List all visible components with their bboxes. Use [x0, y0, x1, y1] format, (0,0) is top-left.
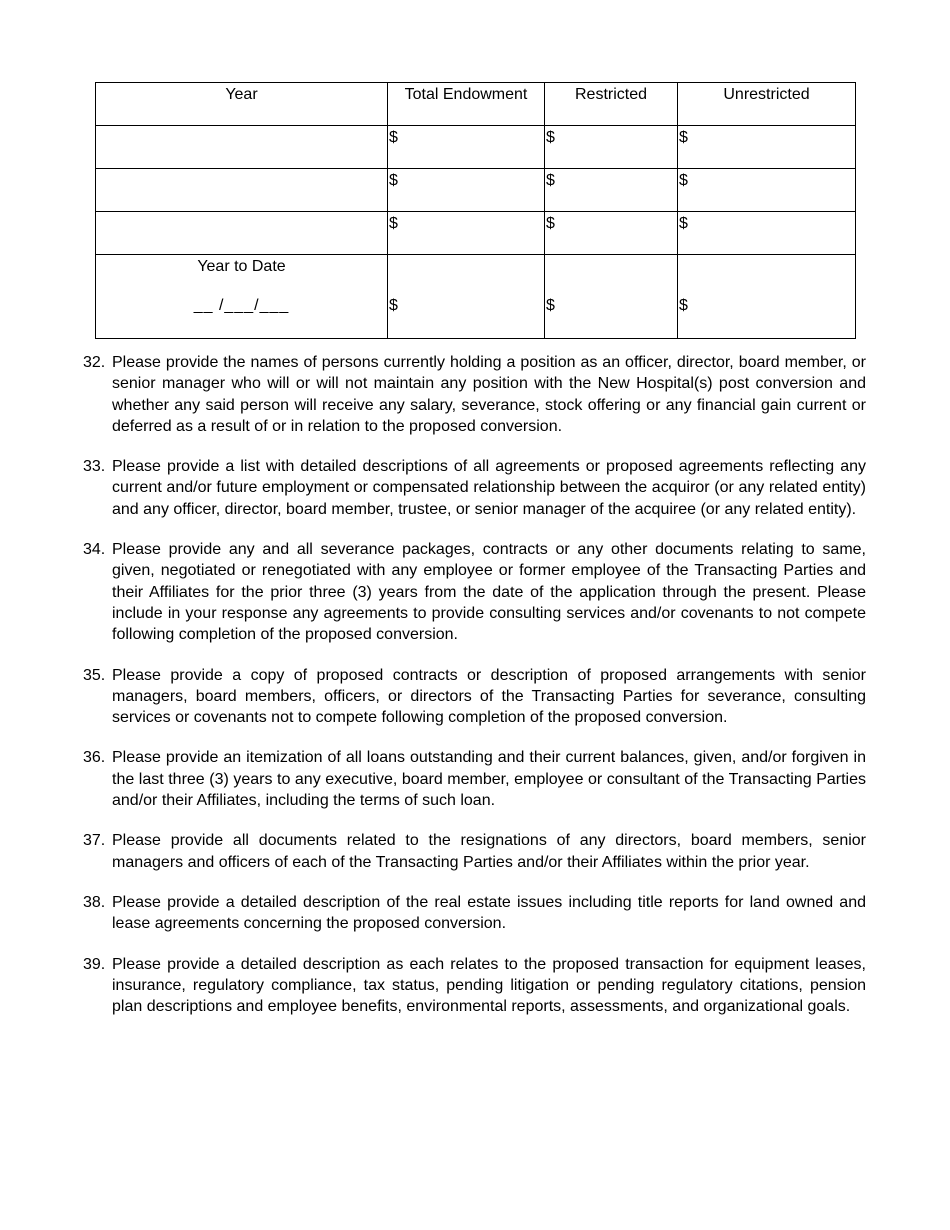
item-number: 35.	[83, 666, 106, 684]
ytd-restricted-cell[interactable]: $	[545, 255, 678, 339]
list-item	[80, 665, 866, 729]
list-item	[80, 830, 866, 873]
year-cell[interactable]	[96, 126, 388, 169]
list-item	[80, 539, 866, 645]
ytd-label: Year to Date	[197, 258, 286, 275]
table-row	[96, 126, 856, 169]
total-cell[interactable]: $	[388, 169, 545, 212]
header-year: Year	[96, 83, 388, 126]
total-cell[interactable]: $	[388, 212, 545, 255]
item-text: Please provide a detailed description as each relates to the proposed transaction for equipment leases, insurance, regulatory compliance, tax status, pending litigation or pending regulatory citations, pension plan descriptions and employee benefits, environmental reports, assessments, and organizational goals.	[112, 955, 866, 1016]
ytd-row	[96, 255, 856, 339]
year-cell[interactable]	[96, 212, 388, 255]
header-unrestricted: Unrestricted	[678, 83, 856, 126]
item-text: Please provide the names of persons currently holding a position as an officer, director, board member, or senior manager who will or will not maintain any position with the New Hospital(s) post conversion and whether any said person will receive any salary, severance, stock offering or any financial gain current or deferred as a result of or in relation to the proposed conversion.	[112, 354, 866, 435]
list-item	[80, 954, 866, 1018]
item-number: 34.	[83, 541, 106, 559]
header-total-endowment: Total Endowment	[388, 83, 545, 126]
ytd-year-cell[interactable]	[96, 255, 388, 339]
list-item	[80, 747, 866, 811]
request-list	[80, 352, 866, 1036]
item-text: Please provide a list with detailed descriptions of all agreements or proposed agreements reflecting any current and/or future employment or compensated relationship between the acquiror (or any related entity) and any officer, director, board member, trustee, or senior manager of the acquiree (or any related entity).	[112, 458, 866, 518]
item-text: Please provide a copy of proposed contracts or description of proposed arrangements with senior managers, board members, officers, or directors of the Transacting Parties for severance, consulting services or covenants not to compete following completion of the proposed conversion.	[112, 666, 866, 727]
total-cell[interactable]: $	[388, 126, 545, 169]
table-row	[96, 212, 856, 255]
item-text: Please provide a detailed description of the real estate issues including title reports for land owned and lease agreements concerning the proposed conversion.	[112, 893, 866, 933]
unrestricted-cell[interactable]: $	[678, 212, 856, 255]
unrestricted-cell[interactable]: $	[678, 169, 856, 212]
list-item	[80, 352, 866, 437]
item-text: Please provide all documents related to the resignations of any directors, board members, senior managers and officers of each of the Transacting Parties and/or their Affiliates within the prior year.	[112, 832, 866, 871]
restricted-cell[interactable]: $	[545, 126, 678, 169]
item-number: 32.	[83, 354, 106, 371]
list-item	[80, 892, 866, 935]
ytd-date-field[interactable]: __ /___/___	[193, 297, 290, 314]
endowment-table	[95, 82, 856, 339]
ytd-total-cell[interactable]: $	[388, 255, 545, 339]
table-row	[96, 169, 856, 212]
item-number: 36.	[83, 749, 106, 767]
item-number: 33.	[83, 458, 106, 476]
list-item	[80, 456, 866, 520]
ytd-unrestricted-cell[interactable]: $	[678, 255, 856, 339]
item-number: 39.	[83, 955, 106, 973]
item-text: Please provide any and all severance packages, contracts or any other documents relating to same, given, negotiated or renegotiated with any employee or former employee of the Transacting Parties and their Affiliates for the prior three (3) years from the date of the application through the present. Please include in your response any agreements to provide consulting services and/or covenants to not compete following completion of the proposed conversion.	[112, 541, 866, 644]
item-number: 38.	[83, 893, 106, 911]
year-cell[interactable]	[96, 169, 388, 212]
item-number: 37.	[83, 832, 106, 850]
restricted-cell[interactable]: $	[545, 212, 678, 255]
item-text: Please provide an itemization of all loans outstanding and their current balances, given, and/or forgiven in the last three (3) years to any executive, board member, employee or consultant of the Transacting Parties and/or their Affiliates, including the terms of such loan.	[112, 749, 866, 810]
table-header-row	[96, 83, 856, 126]
unrestricted-cell[interactable]: $	[678, 126, 856, 169]
restricted-cell[interactable]: $	[545, 169, 678, 212]
header-restricted: Restricted	[545, 83, 678, 126]
